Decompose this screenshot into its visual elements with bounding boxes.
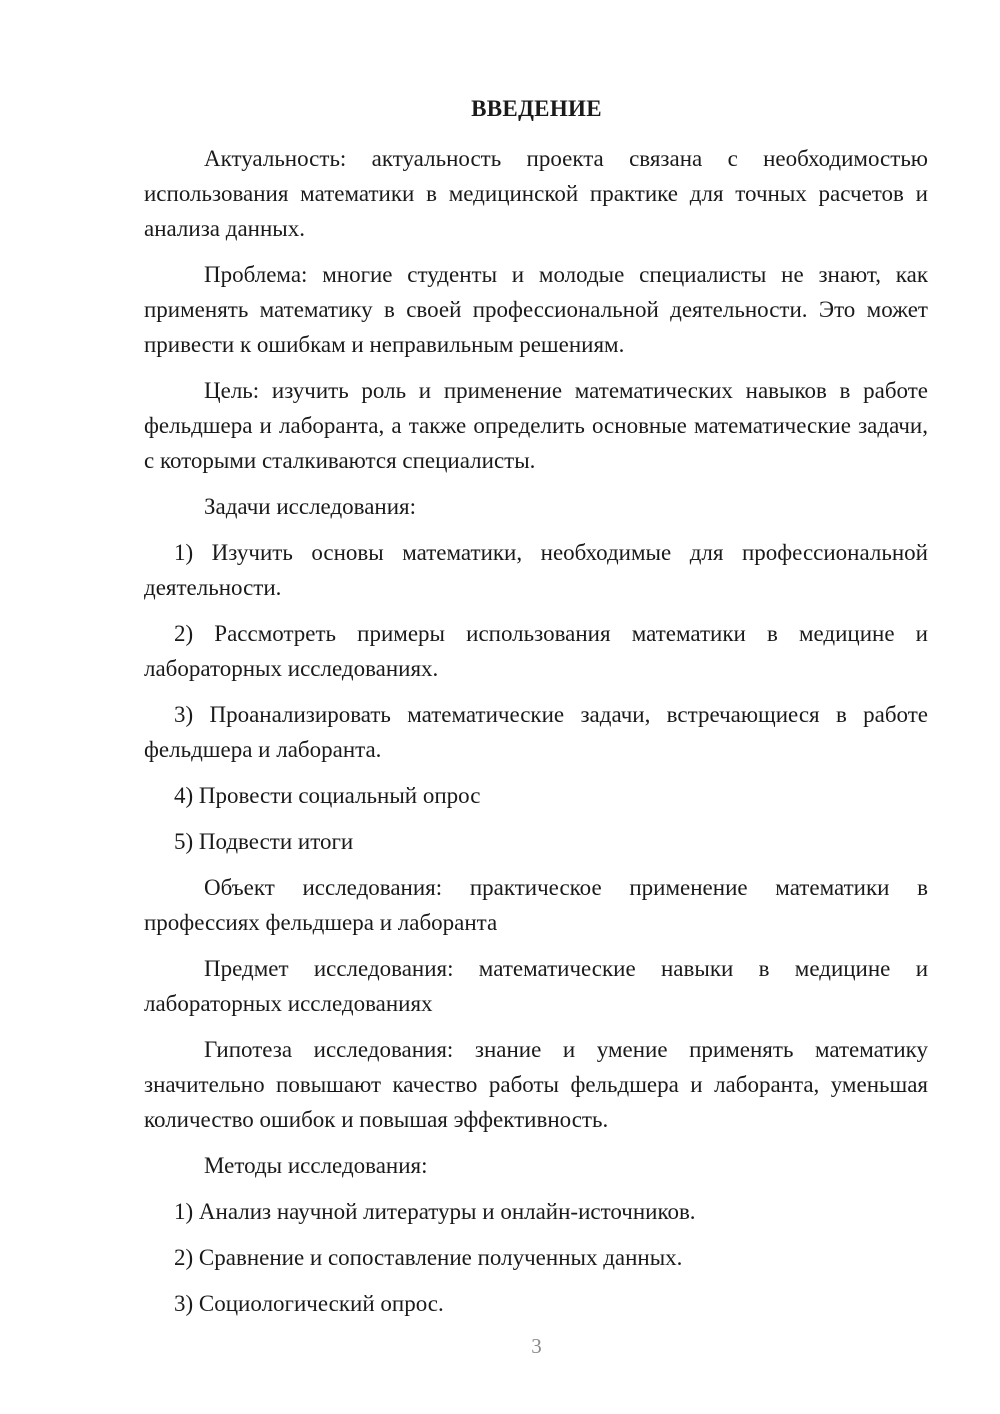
- method-item-3: 3) Социологический опрос.: [174, 1291, 444, 1316]
- method-item-2: 2) Сравнение и сопоставление полученных данных.: [174, 1245, 683, 1270]
- page-title: ВВЕДЕНИЕ: [471, 96, 602, 121]
- document-body: [144, 141, 928, 1332]
- task-item-4: 4) Провести социальный опрос: [174, 783, 481, 808]
- object-paragraph: Объект исследования: практическое применение математики в профессиях фельдшера и лаборанта: [144, 875, 928, 935]
- task-item-1: 1) Изучить основы математики, необходимые для профессиональной деятельности.: [144, 540, 928, 600]
- hypothesis-paragraph: Гипотеза исследования: знание и умение применять математику значительно повышают качество работы фельдшера и лаборанта, уменьшая количество ошибок и повышая эффективность.: [144, 1037, 928, 1132]
- page-number: 3: [531, 1334, 542, 1358]
- tasks-heading: Задачи исследования:: [204, 494, 417, 519]
- goal-paragraph: Цель: изучить роль и применение математических навыков в работе фельдшера и лаборанта, а также определить основные математические задачи, с которыми сталкиваются специалисты.: [144, 378, 928, 473]
- subject-paragraph: Предмет исследования: математические навыки в медицине и лабораторных исследованиях: [144, 956, 928, 1016]
- problem-paragraph: Проблема: многие студенты и молодые специалисты не знают, как применять математику в своей профессиональной деятельности. Это может привести к ошибкам и неправильным решениям.: [144, 262, 928, 357]
- task-item-3: 3) Проанализировать математические задачи, встречающиеся в работе фельдшера и лаборанта.: [144, 702, 928, 762]
- methods-heading: Методы исследования:: [204, 1153, 428, 1178]
- method-item-1: 1) Анализ научной литературы и онлайн-источников.: [174, 1199, 696, 1224]
- relevance-paragraph: Актуальность: актуальность проекта связана с необходимостью использования математики в медицинской практике для точных расчетов и анализа данных.: [144, 146, 928, 241]
- task-item-5: 5) Подвести итоги: [174, 829, 354, 854]
- task-item-2: 2) Рассмотреть примеры использования математики в медицине и лабораторных исследованиях.: [144, 621, 928, 681]
